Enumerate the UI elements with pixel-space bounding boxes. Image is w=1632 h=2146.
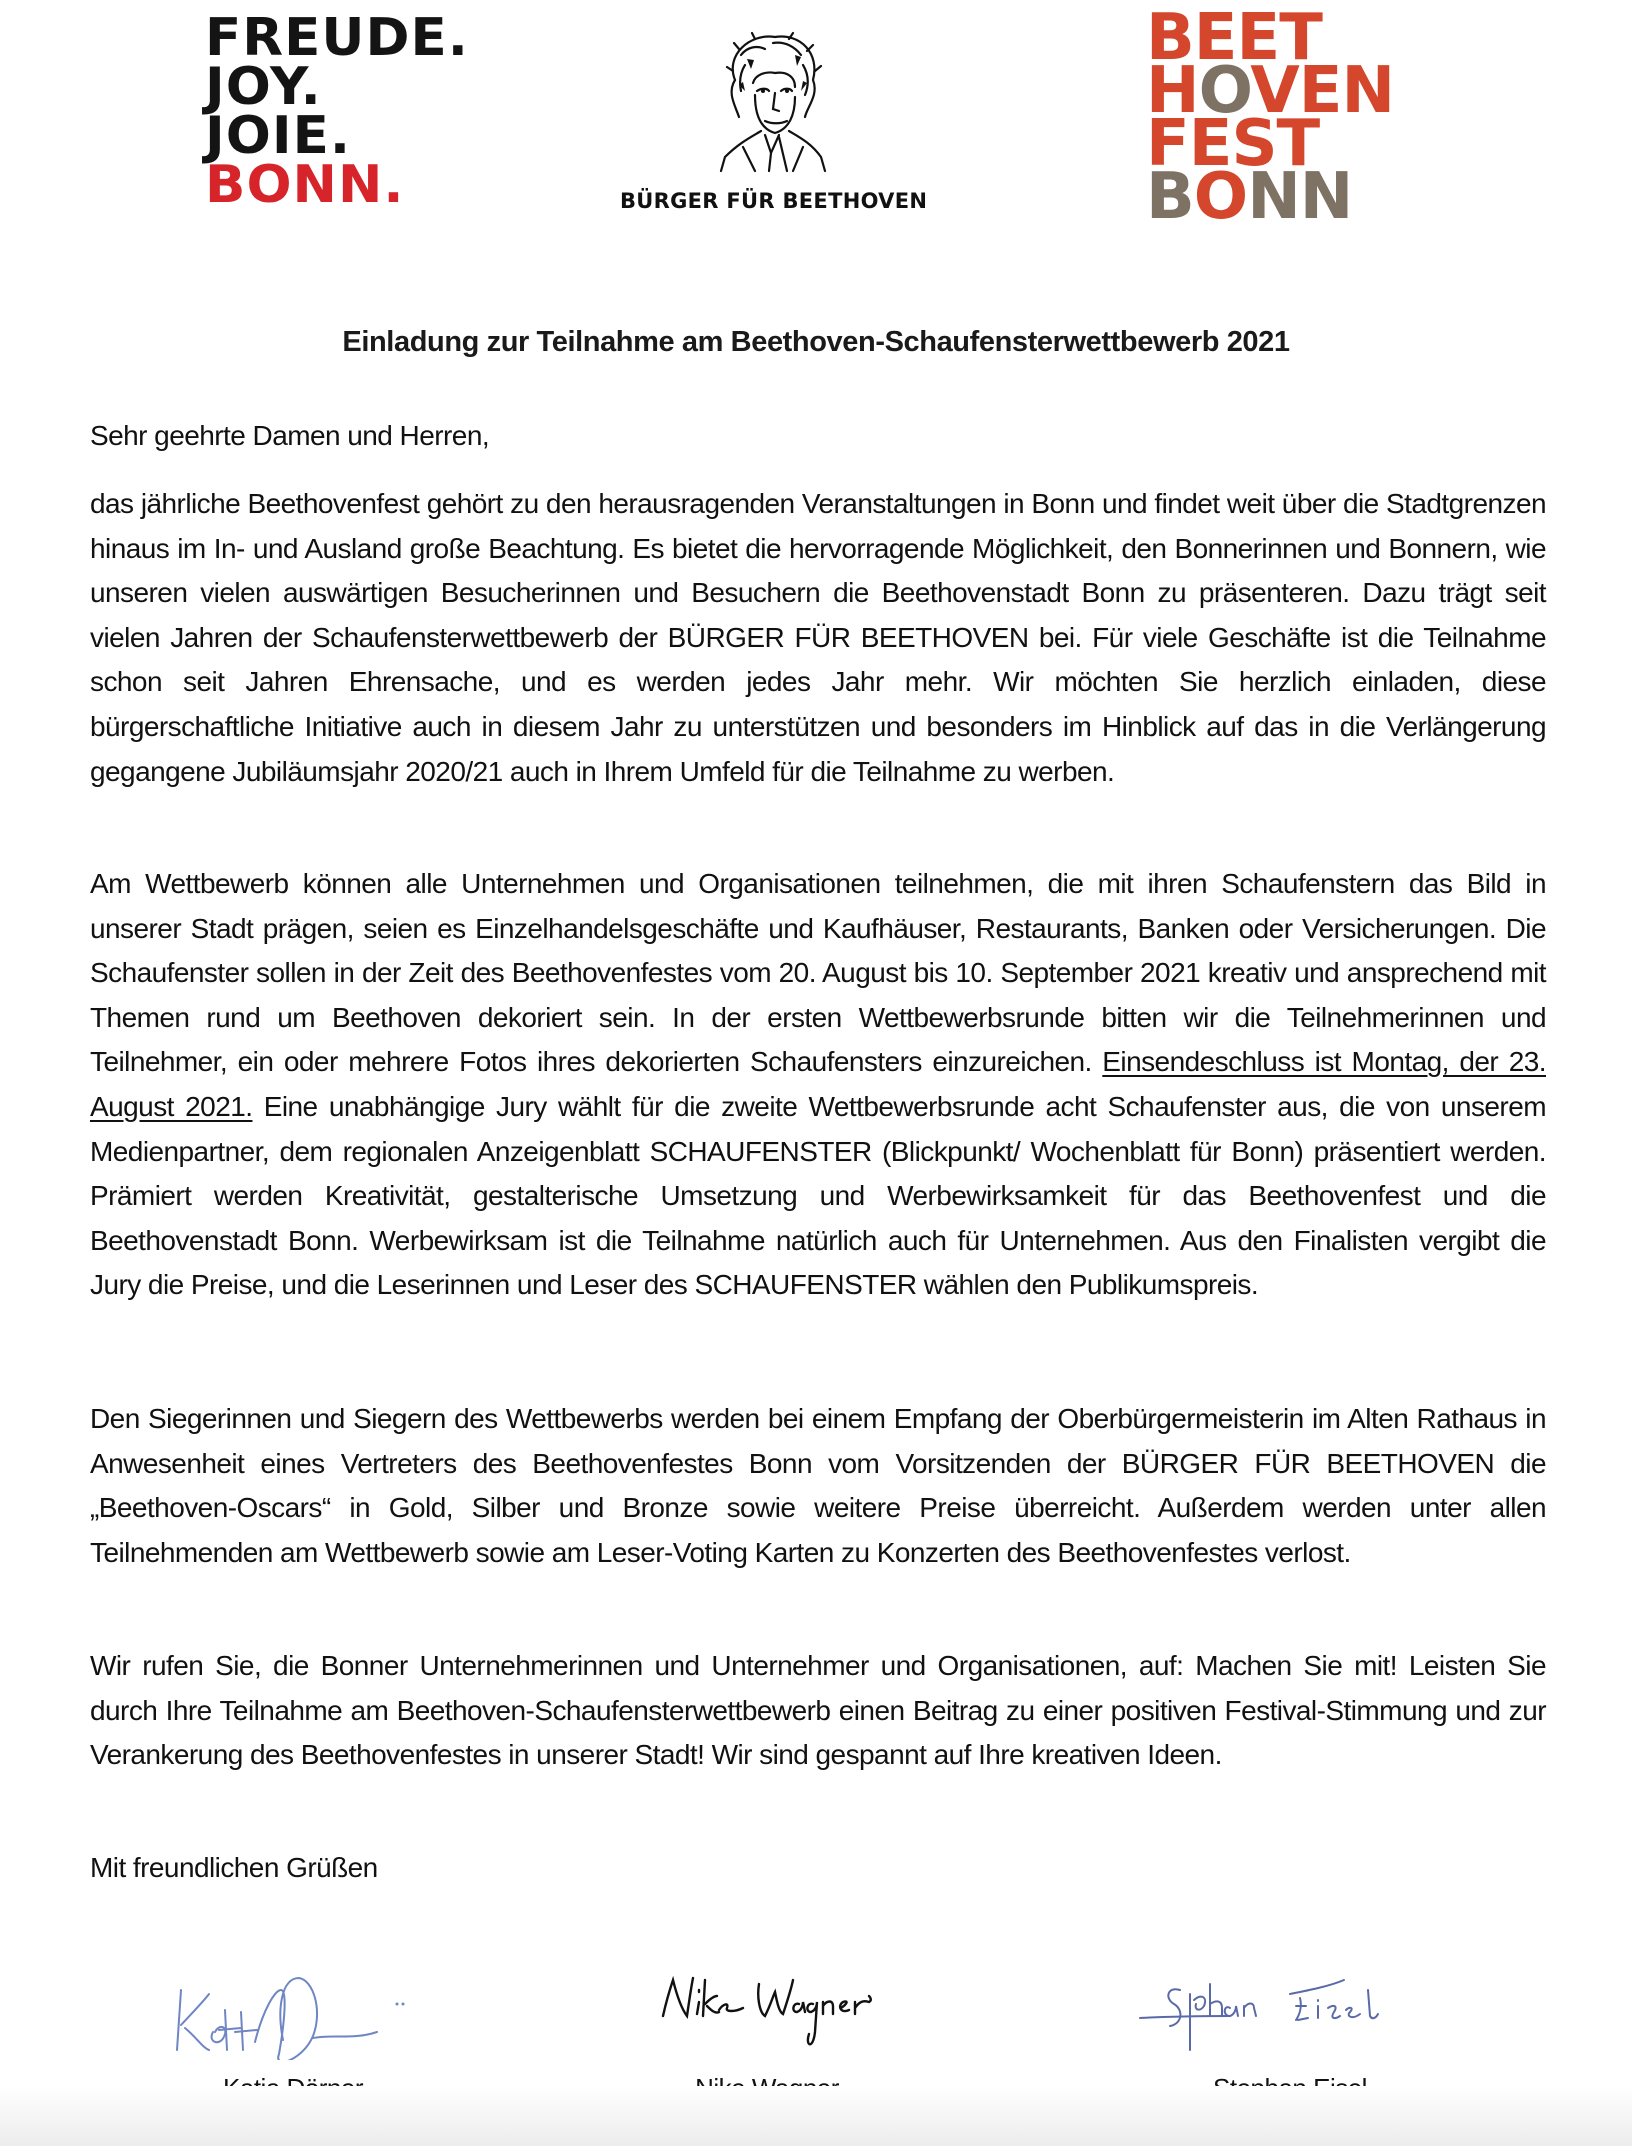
- paragraph-text: [90, 862, 1546, 1308]
- buerger-fuer-beethoven-logo: [620, 25, 928, 213]
- logo-line: BONN: [1146, 160, 1353, 234]
- paragraph-text-after: Eine unabhängige Jury wählt für die zweite Wettbewerbsrunde acht Schaufenster aus, die von unserem Medienpartner, dem regionalen Anzeigenblatt SCHAUFENSTER (Blickpunkt/ Wochenblatt für Bonn) präsentiert werden. Prämiert werden Kreativität, gestalterische Umsetzung und Werbewirksamkeit für das Beethovenfest und die Beethovenstadt Bonn. Werbewirksam ist die Teilnahme natürlich auch für Unternehmen. Aus den Finalisten vergibt die Jury die Preise, und die Leserinnen und Leser des SCHAUFENSTER wählen den Publikumspreis.: [90, 1090, 1546, 1301]
- closing-text: Mit freundlichen Grüßen: [90, 1852, 378, 1883]
- logo-caption: BÜRGER FÜR BEETHOVEN: [620, 189, 928, 213]
- beethoven-portrait-icon: [695, 25, 845, 175]
- handwritten-signature-icon: [163, 1950, 423, 2060]
- salutation: [90, 414, 1546, 459]
- paragraph-introduction: [90, 482, 1546, 794]
- beethovenfest-bonn-logo: [1146, 1, 1395, 234]
- logo-line: FEST: [1146, 107, 1320, 181]
- handwritten-signature-icon: [1120, 1950, 1460, 2060]
- freude-joy-joie-bonn-logo: [205, 8, 469, 215]
- paragraph-awards: [90, 1397, 1546, 1575]
- letter-title: Einladung zur Teilnahme am Beethoven-Schaufensterwettbewerb 2021: [342, 326, 1290, 358]
- logo-line: FREUDE.: [205, 8, 469, 68]
- paragraph-competition-details: [90, 862, 1546, 1308]
- paragraph-text: Wir rufen Sie, die Bonner Unternehmerinnen und Unternehmer und Organisationen, auf: Machen Sie mit! Leisten Sie durch Ihre Teilnahme am Beethoven-Schaufensterwettbewerb einen Beitrag zu einer positiven Festival-Stimmung und zur Verankerung des Beethovenfestes in unserer Stadt! Wir sind gespannt auf Ihre kreativen Ideen.: [90, 1650, 1546, 1771]
- paragraph-text: Den Siegerinnen und Siegern des Wettbewerbs werden bei einem Empfang der Oberbürgermeisterin im Alten Rathaus in Anwesenheit eines Vertreters des Beethovenfestes Bonn vom Vorsitzenden der BÜRGER FÜR BEETHOVEN die „Beethoven-Oscars“ in Gold, Silber und Bronze sowie weitere Preise überreicht. Außerdem werden unter allen Teilnehmenden am Wettbewerb sowie am Leser-Voting Karten zu Konzerten des Beethovenfestes verlost.: [90, 1403, 1546, 1568]
- logo-line: JOY.: [205, 57, 322, 117]
- paragraph-text-before: Am Wettbewerb können alle Unternehmen und Organisationen teilnehmen, die mit ihren Schaufenstern das Bild in unserer Stadt prägen, seien es Einzelhandelsgeschäfte und Kaufhäuser, Restaurants, Banken oder Versicherungen. Die Schaufenster sollen in der Zeit des Beethovenfestes vom 20. August bis 10. September 2021 kreativ und ansprechend mit Themen rund um Beethoven dekoriert sein. In der ersten Wettbewerbsrunde bitten wir die Teilnehmerinnen und Teilnehmer, ein oder mehrere Fotos ihres dekorierten Schaufensters einzureichen.: [90, 868, 1546, 1078]
- logo-line: JOIE.: [205, 106, 352, 166]
- logo-line: BEET: [1146, 1, 1322, 75]
- salutation-text: Sehr geehrte Damen und Herren,: [90, 420, 490, 451]
- handwritten-signature-icon: [607, 1950, 927, 2060]
- page-bottom-shadow: [0, 2086, 1632, 2146]
- deadline-underlined: Einsendeschluss ist Montag, der 23. August 2021.: [90, 1046, 1546, 1122]
- closing: [90, 1846, 1546, 1891]
- logo-line: BONN.: [205, 155, 405, 215]
- paragraph-text: das jährliche Beethovenfest gehört zu den herausragenden Veranstaltungen in Bonn und findet weit über die Stadtgrenzen hinaus im In- und Ausland große Beachtung. Es bietet die hervorragende Möglichkeit, den Bonnerinnen und Bonnern, wie unseren vielen auswärtigen Besucherinnen und Besuchern die Beethovenstadt Bonn zu präsenteren. Dazu trägt seit vielen Jahren der Schaufensterwettbewerb der BÜRGER FÜR BEETHOVEN bei. Für viele Geschäfte ist die Teilnahme schon seit Jahren Ehrensache, und es werden jedes Jahr mehr. Wir möchten Sie herzlich einladen, diese bürgerschaftliche Initiative auch in diesem Jahr zu unterstützen und besonders im Hinblick auf das in die Verlängerung gegangene Jubiläumsjahr 2020/21 auch in Ihrem Umfeld für die Teilnahme zu werben.: [90, 488, 1546, 787]
- paragraph-call-to-action: [90, 1644, 1546, 1778]
- logo-line: HOVEN: [1146, 54, 1395, 128]
